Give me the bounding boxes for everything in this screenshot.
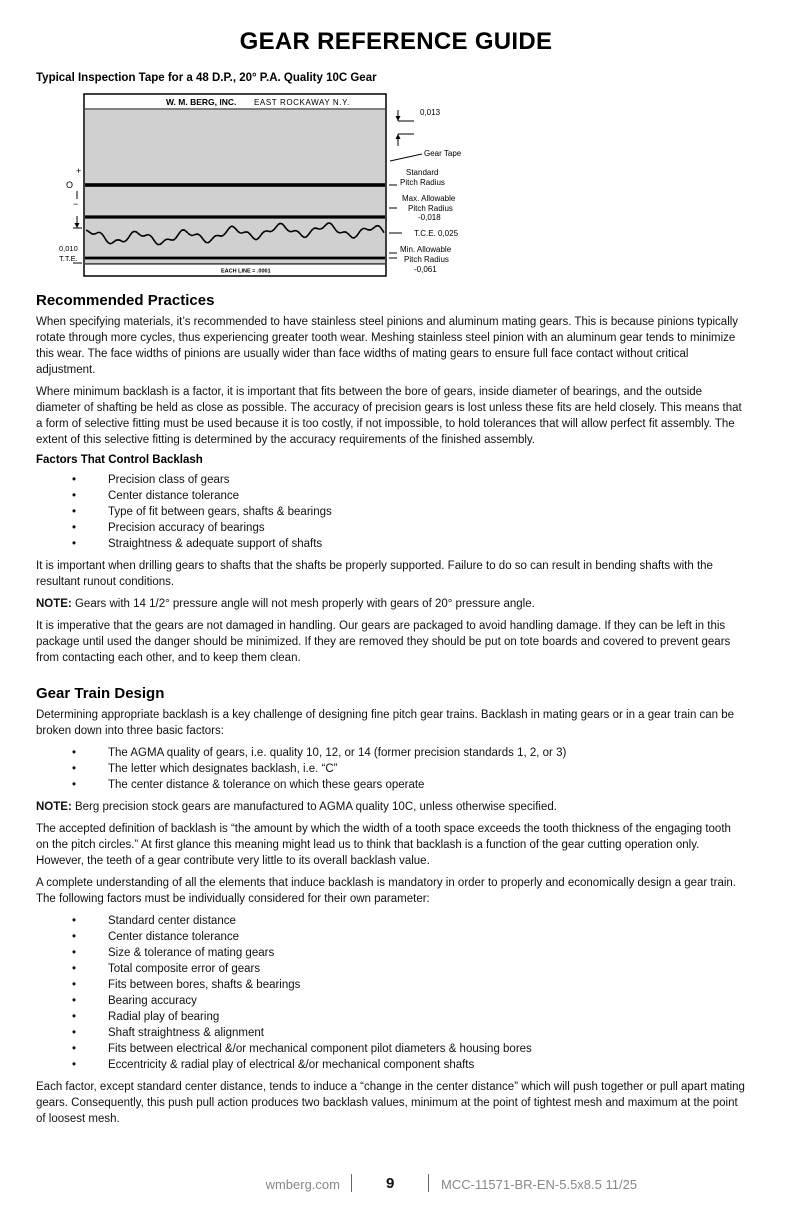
note-label: NOTE: <box>36 801 72 813</box>
paragraph: It is imperative that the gears are not damaged in handling. Our gears are packaged to avoid handling damage. If they can be left in this package until used the danger should be minimized. If they are removed they should be put on tote boards and covered to prevent gears from contacting each other, and to keep them clean. <box>36 620 731 664</box>
note-paragraph <box>36 596 746 612</box>
footer-divider <box>428 1174 429 1192</box>
list-item: • Eccentricity & radial play of electrical &/or mechanical component shafts <box>36 1057 746 1073</box>
list-item: • Center distance tolerance <box>36 929 746 945</box>
tape-footer-text: EACH LINE = .0001 <box>221 268 271 275</box>
note-paragraph <box>36 799 746 815</box>
list-item: • Fits between bores, shafts & bearings <box>36 977 746 993</box>
list-item: • Precision accuracy of bearings <box>36 520 746 536</box>
basic-factors-list <box>36 745 746 793</box>
content <box>36 292 746 1133</box>
paragraph: When specifying materials, it’s recommended to have stainless steel pinions and aluminum mating gears. This is because pinions typically rotate through more cycles, thus experiencing greater tooth wear. Meshing stainless steel pinion with an aluminum gear tends to minimize this wear. The face widths of pinions are usually wider than face widths of mating gears to ensure full face contact without critical adjustment. <box>36 316 739 376</box>
zero-marker: O <box>66 180 74 190</box>
tte-label-1: 0,010 <box>59 244 78 253</box>
tte-label-2: T.T.E. <box>59 254 78 263</box>
tce-label: T.C.E. 0,025 <box>414 229 459 238</box>
list-item: • The AGMA quality of gears, i.e. quality 10, 12, or 14 (former precision standards 1, 2, or 3) <box>36 745 746 761</box>
min-label-1: Min. Allowable <box>400 245 452 254</box>
figure-caption: Typical Inspection Tape for a 48 D.P., 20° P.A. Quality 10C Gear <box>36 72 377 84</box>
footer-website-link[interactable]: wmberg.com <box>265 1177 340 1192</box>
list-item: • Size & tolerance of mating gears <box>36 945 746 961</box>
paragraph: Determining appropriate backlash is a key challenge of designing fine pitch gear trains. Backlash in mating gears or in a gear train can be broken down into three basic factors: <box>36 709 735 737</box>
note-text: Gears with 14 1/2° pressure angle will not mesh properly with gears of 20° pressure angle. <box>71 598 535 610</box>
min-label-2: Pitch Radius <box>404 255 449 264</box>
list-item: • Standard center distance <box>36 913 746 929</box>
list-item: • Type of fit between gears, shafts & bearings <box>36 504 746 520</box>
paragraph: Where minimum backlash is a factor, it is important that fits between the bore of gears, inside diameter of bearings, and the outside diameter of shafting be held as close as possible. The accuracy of precision gears is lost unless these fits are held closely. This means that a form of selective fitting must be used because it is too costly, if not impossible, to hold tolerances that will allow perfect fit assembly. The extent of this selective fitting is determined by the accuracy requirements of the finished assembly. <box>36 386 742 446</box>
paragraph: Each factor, except standard center distance, tends to induce a “change in the center distance” which will push together or pull apart mating gears. Consequently, this push pull action produces two backlash values, minimum at the point of tightest mesh and maximum at the point of loosest mesh. <box>36 1081 745 1125</box>
tape-header-location: EAST ROCKAWAY N.Y. <box>254 98 350 107</box>
dim-0013-label: 0,013 <box>420 108 441 117</box>
list-item: • Fits between electrical &/or mechanical component pilot diameters & housing bores <box>36 1041 746 1057</box>
list-item: • Shaft straightness & alignment <box>36 1025 746 1041</box>
note-label: NOTE: <box>36 598 72 610</box>
tape-header-brand: W. M. BERG, INC. <box>166 97 237 107</box>
max-label-1: Max. Allowable <box>402 194 456 203</box>
list-item: • Total composite error of gears <box>36 961 746 977</box>
inspection-tape-figure <box>56 88 496 284</box>
list-item: • The letter which designates backlash, i.e. “C” <box>36 761 746 777</box>
list-item: • Bearing accuracy <box>36 993 746 1009</box>
page-title: GEAR REFERENCE GUIDE <box>239 28 553 55</box>
recommended-practices-heading: Recommended Practices <box>36 292 215 309</box>
min-label-3: -0,061 <box>414 265 437 274</box>
paragraph: A complete understanding of all the elements that induce backlash is mandatory in order to properly and economically design a gear train. The following factors must be individually considered for their own parameter: <box>36 877 736 905</box>
list-item: • Precision class of gears <box>36 472 746 488</box>
gear-tape-label: Gear Tape <box>424 149 462 158</box>
inspection-tape-diagram <box>56 88 496 284</box>
backlash-factors-list <box>36 472 746 552</box>
list-item: • The center distance & tolerance on which these gears operate <box>36 777 746 793</box>
factors-heading: Factors That Control Backlash <box>36 454 203 466</box>
tape-ruled-lines <box>85 111 385 263</box>
paragraph: The accepted definition of backlash is “the amount by which the width of a tooth space exceeds the tooth thickness of the engaging tooth on the pitch circles.” At first glance this meaning might lead us to think that backlash is a function of the gear cutting operation only. However, the teeth of a gear contribute very little to its overall backlash value. <box>36 823 731 867</box>
note-text: Berg precision stock gears are manufactured to AGMA quality 10C, unless otherwise specified. <box>71 801 557 813</box>
minus-marker: − <box>73 199 79 209</box>
footer-divider <box>351 1174 352 1192</box>
gear-train-design-section <box>36 685 746 1127</box>
plus-marker: + <box>76 166 82 176</box>
page-footer <box>0 1174 792 1194</box>
gear-trace-curve <box>86 223 384 245</box>
standard-label-1: Standard <box>406 168 439 177</box>
recommended-practices-section <box>36 292 746 666</box>
backlash-elements-list <box>36 913 746 1073</box>
standard-label-2: Pitch Radius <box>400 178 445 187</box>
list-item: • Radial play of bearing <box>36 1009 746 1025</box>
document-code: MCC-11571-BR-EN-5.5x8.5 11/25 <box>441 1177 638 1192</box>
list-item: • Straightness & adequate support of shafts <box>36 536 746 552</box>
paragraph: It is important when drilling gears to shafts that the shafts be properly supported. Failure to do so can result in bending shafts with the resultant runout conditions. <box>36 560 713 588</box>
max-label-3: -0,018 <box>418 213 441 222</box>
gear-train-design-heading: Gear Train Design <box>36 685 165 702</box>
page-number: 9 <box>386 1175 395 1192</box>
max-label-2: Pitch Radius <box>408 204 453 213</box>
list-item: • Center distance tolerance <box>36 488 746 504</box>
